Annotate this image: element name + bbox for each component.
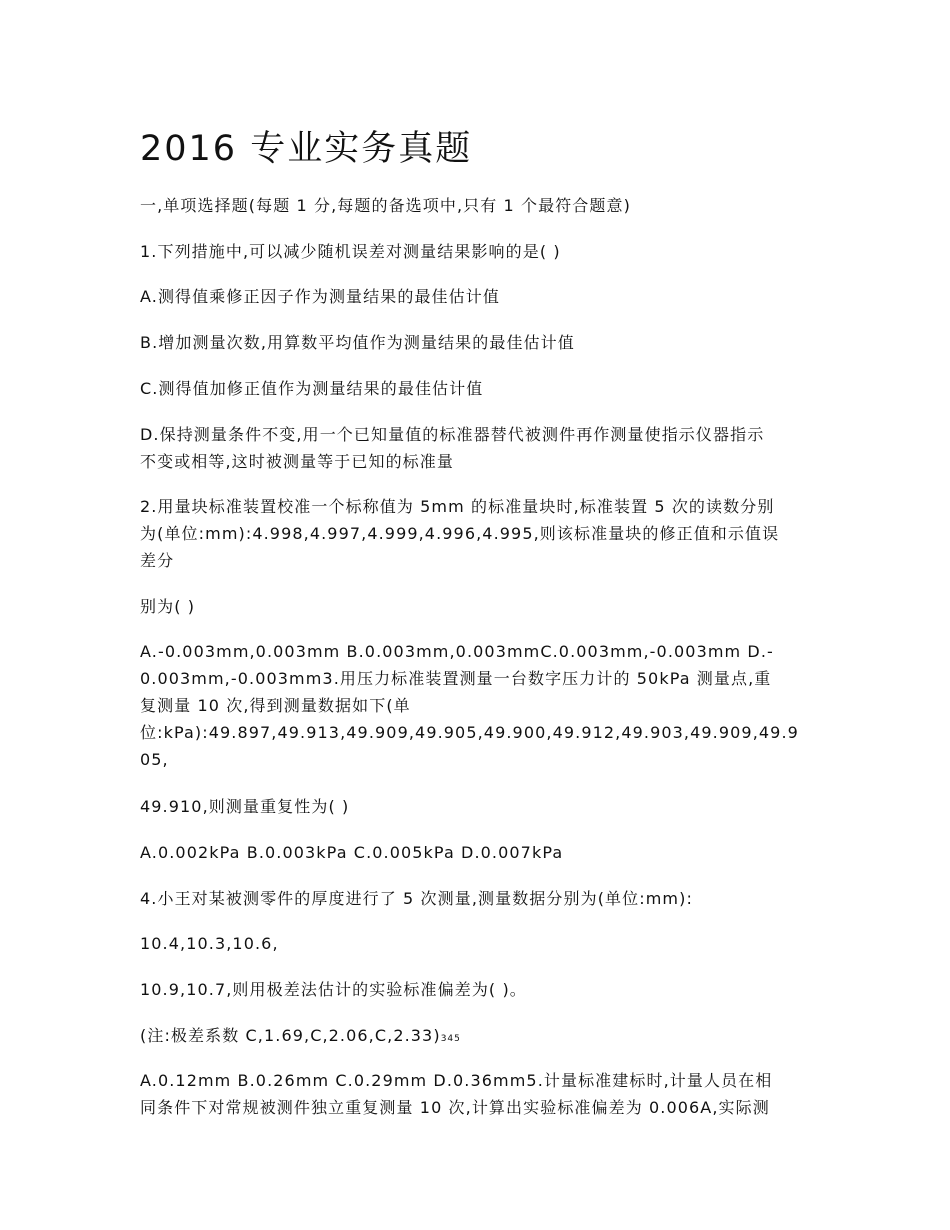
question-1-option-c: C.测得值加修正值作为测量结果的最佳估计值 [140, 379, 484, 398]
question-1-option-b: B.增加测量次数,用算数平均值作为测量结果的最佳估计值 [140, 333, 575, 352]
question-2-options-line-2: 0.003mm,-0.003mm3.用压力标准装置测量一台数字压力计的 50kPa 测量点,重 [140, 669, 772, 688]
question-1-option-d [140, 421, 812, 475]
question-4-options-line-1: A.0.12mm B.0.26mm C.0.29mm D.0.36mm5.计量标准建标时,计量人员在相 [140, 1071, 773, 1090]
question-2-options-line-1: A.-0.003mm,0.003mm B.0.003mm,0.003mmC.0.003mm,-0.003mm D.- [140, 642, 774, 661]
question-1-option-d-line-2: 不变或相等,这时被测量等于已知的标准量 [140, 452, 454, 471]
question-2-stem-line-1: 2.用量块标准装置校准一个标称值为 5mm 的标准量块时,标准装置 5 次的读数分别 [140, 497, 775, 516]
question-2-options-line-3: 复测量 10 次,得到测量数据如下(单 [140, 696, 411, 715]
question-4-stem: 4.小王对某被测零件的厚度进行了 5 次测量,测量数据分别为(单位:mm): [140, 889, 693, 908]
document-title: 2016 专业实务真题 [140, 129, 473, 169]
document-page [140, 0, 812, 1230]
question-2-stem [140, 493, 812, 574]
question-4-data-line-1: 10.4,10.3,10.6, [140, 934, 279, 953]
question-2-stem-line-2: 为(单位:mm):4.998,4.997,4.999,4.996,4.995,则该标准量块的修正值和示值误 [140, 524, 780, 543]
question-4-note-text: (注:极差系数 C,1.69,C,2.06,C,2.33) [140, 1026, 441, 1045]
question-3-stem-continued: 49.910,则测量重复性为( ) [140, 797, 350, 816]
question-4-note-subscript: 345 [440, 1034, 461, 1044]
question-4-note [140, 1022, 812, 1053]
question-1-stem: 1.下列措施中,可以减少随机误差对测量结果影响的是( ) [140, 242, 561, 261]
section-heading: 一,单项选择题(每题 1 分,每题的备选项中,只有 1 个最符合题意) [140, 196, 631, 215]
question-4-options-block [140, 1067, 812, 1121]
question-1-option-d-line-1: D.保持测量条件不变,用一个已知量值的标准器替代被测件再作测量使指示仪器指示 [140, 425, 765, 444]
question-2-stem-continued: 别为( ) [140, 597, 196, 616]
question-3-options: A.0.002kPa B.0.003kPa C.0.005kPa D.0.007kPa [140, 843, 564, 862]
question-2-options-line-4: 位:kPa):49.897,49.913,49.909,49.905,49.900,49.912,49.903,49.909,49.9 [140, 723, 799, 742]
question-2-options-block [140, 638, 812, 773]
question-4-data-line-2: 10.9,10.7,则用极差法估计的实验标准偏差为( )。 [140, 980, 527, 999]
question-2-stem-line-3: 差分 [140, 551, 175, 570]
question-4-options-line-2: 同条件下对常规被测件独立重复测量 10 次,计算出实验标准偏差为 0.006A,实际测 [140, 1098, 770, 1117]
question-1-option-a: A.测得值乘修正因子作为测量结果的最佳估计值 [140, 287, 500, 306]
question-2-options-line-5: 05, [140, 750, 169, 769]
